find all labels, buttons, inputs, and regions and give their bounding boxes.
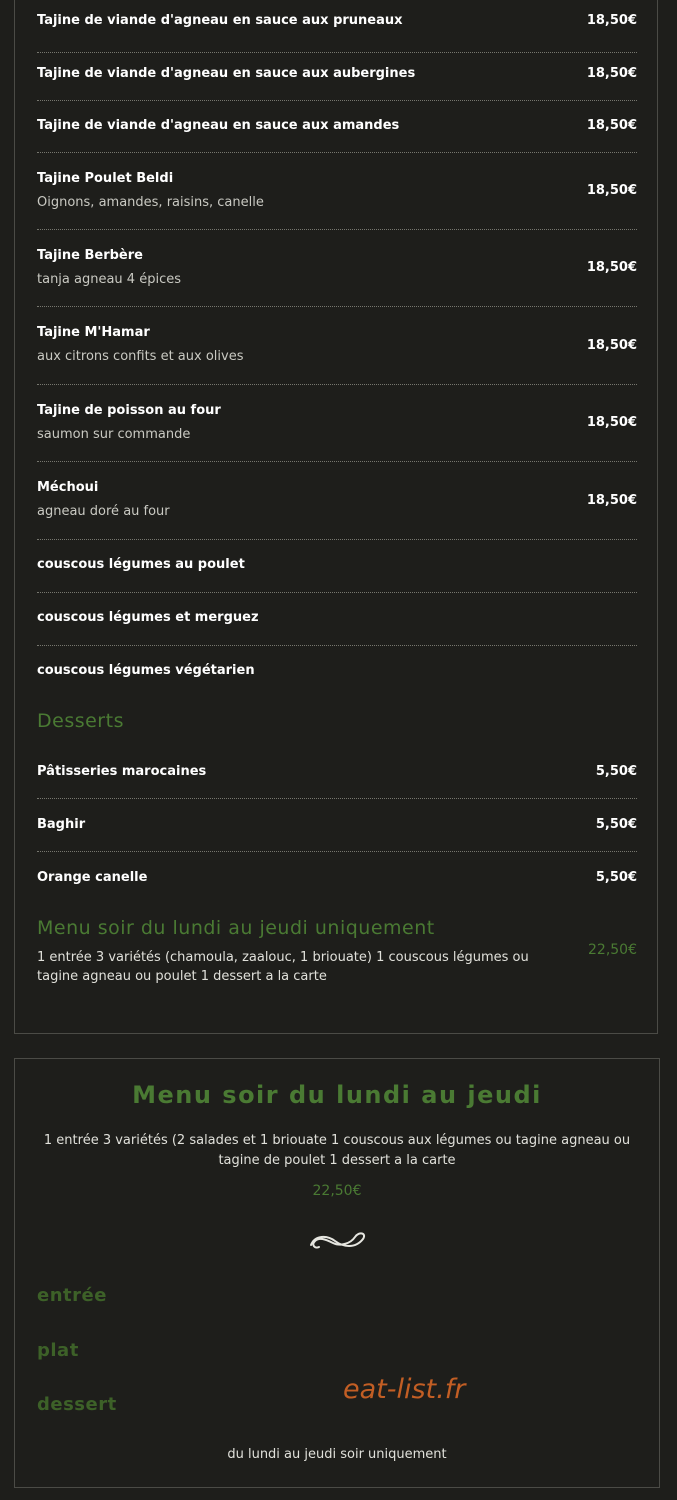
menu-item	[37, 152, 637, 230]
menu-item	[37, 461, 637, 540]
set-menu-footer: du lundi au jeudi soir uniquement	[227, 1447, 447, 1462]
item-price: 18,50€	[586, 338, 637, 353]
item-price: 18,50€	[586, 66, 637, 81]
course-plat: plat	[37, 1340, 79, 1361]
item-price: 5,50€	[595, 817, 637, 832]
set-menu-description: 1 entrée 3 variétés (2 salades et 1 briouate 1 couscous aux légumes ou tagine agneau ou tagine de poulet 1 dessert a la carte	[43, 1133, 631, 1168]
item-name: Tajine de viande d'agneau en sauce aux pruneaux	[37, 13, 403, 28]
menu-item	[37, 384, 637, 462]
menu-soir-description: 1 entrée 3 variétés (chamoula, zaalouc, 1 briouate) 1 couscous légumes ou tagine agneau ou poulet 1 dessert a la carte	[37, 950, 529, 984]
menu-item	[37, 645, 637, 695]
menu-item	[37, 306, 637, 385]
menu-item	[37, 592, 637, 646]
item-description: saumon sur commande	[37, 427, 191, 442]
course-entree: entrée	[37, 1285, 107, 1306]
set-menu-title: Menu soir du lundi au jeudi	[132, 1081, 542, 1109]
item-name: Orange canelle	[37, 870, 148, 885]
item-price: 18,50€	[586, 118, 637, 133]
item-name: Tajine de viande d'agneau en sauce aux aubergines	[37, 66, 416, 81]
item-price: 5,50€	[595, 870, 637, 885]
dessert-item	[37, 851, 637, 901]
item-name: Tajine Berbère	[37, 248, 143, 263]
desserts-heading: Desserts	[37, 710, 124, 732]
item-description: aux citrons confits et aux olives	[37, 349, 244, 364]
course-dessert: dessert	[37, 1394, 117, 1415]
set-menu-panel	[14, 1058, 660, 1488]
item-name: Méchoui	[37, 480, 99, 495]
item-name: couscous légumes végétarien	[37, 663, 255, 678]
set-menu-price: 22,50€	[312, 1183, 362, 1199]
item-name: Tajine Poulet Beldi	[37, 171, 174, 186]
item-price: 18,50€	[586, 13, 637, 28]
menu-soir-price: 22,50€	[588, 942, 637, 958]
menu-item	[37, 539, 637, 593]
menu-item	[37, 0, 637, 53]
item-description: tanja agneau 4 épices	[37, 272, 181, 287]
dessert-item	[37, 798, 637, 852]
menu-item	[37, 100, 637, 153]
item-name: Tajine M'Hamar	[37, 325, 150, 340]
dessert-item	[37, 745, 637, 799]
item-price: 5,50€	[595, 764, 637, 779]
item-name: Baghir	[37, 817, 86, 832]
item-description: agneau doré au four	[37, 504, 170, 519]
menu-soir-title: Menu soir du lundi au jeudi uniquement	[37, 917, 435, 939]
item-price: 18,50€	[586, 493, 637, 508]
item-name: Tajine de viande d'agneau en sauce aux amandes	[37, 118, 400, 133]
item-name: Tajine de poisson au four	[37, 403, 221, 418]
item-description: Oignons, amandes, raisins, canelle	[37, 195, 264, 210]
watermark-logo: eat-list.fr	[343, 1374, 466, 1405]
item-price: 18,50€	[586, 415, 637, 430]
item-name: couscous légumes au poulet	[37, 557, 245, 572]
flourish-icon	[305, 1227, 371, 1255]
menu-item	[37, 229, 637, 307]
item-name: couscous légumes et merguez	[37, 610, 259, 625]
item-price: 18,50€	[586, 183, 637, 198]
item-name: Pâtisseries marocaines	[37, 764, 207, 779]
item-price: 18,50€	[586, 260, 637, 275]
menu-item	[37, 52, 637, 101]
